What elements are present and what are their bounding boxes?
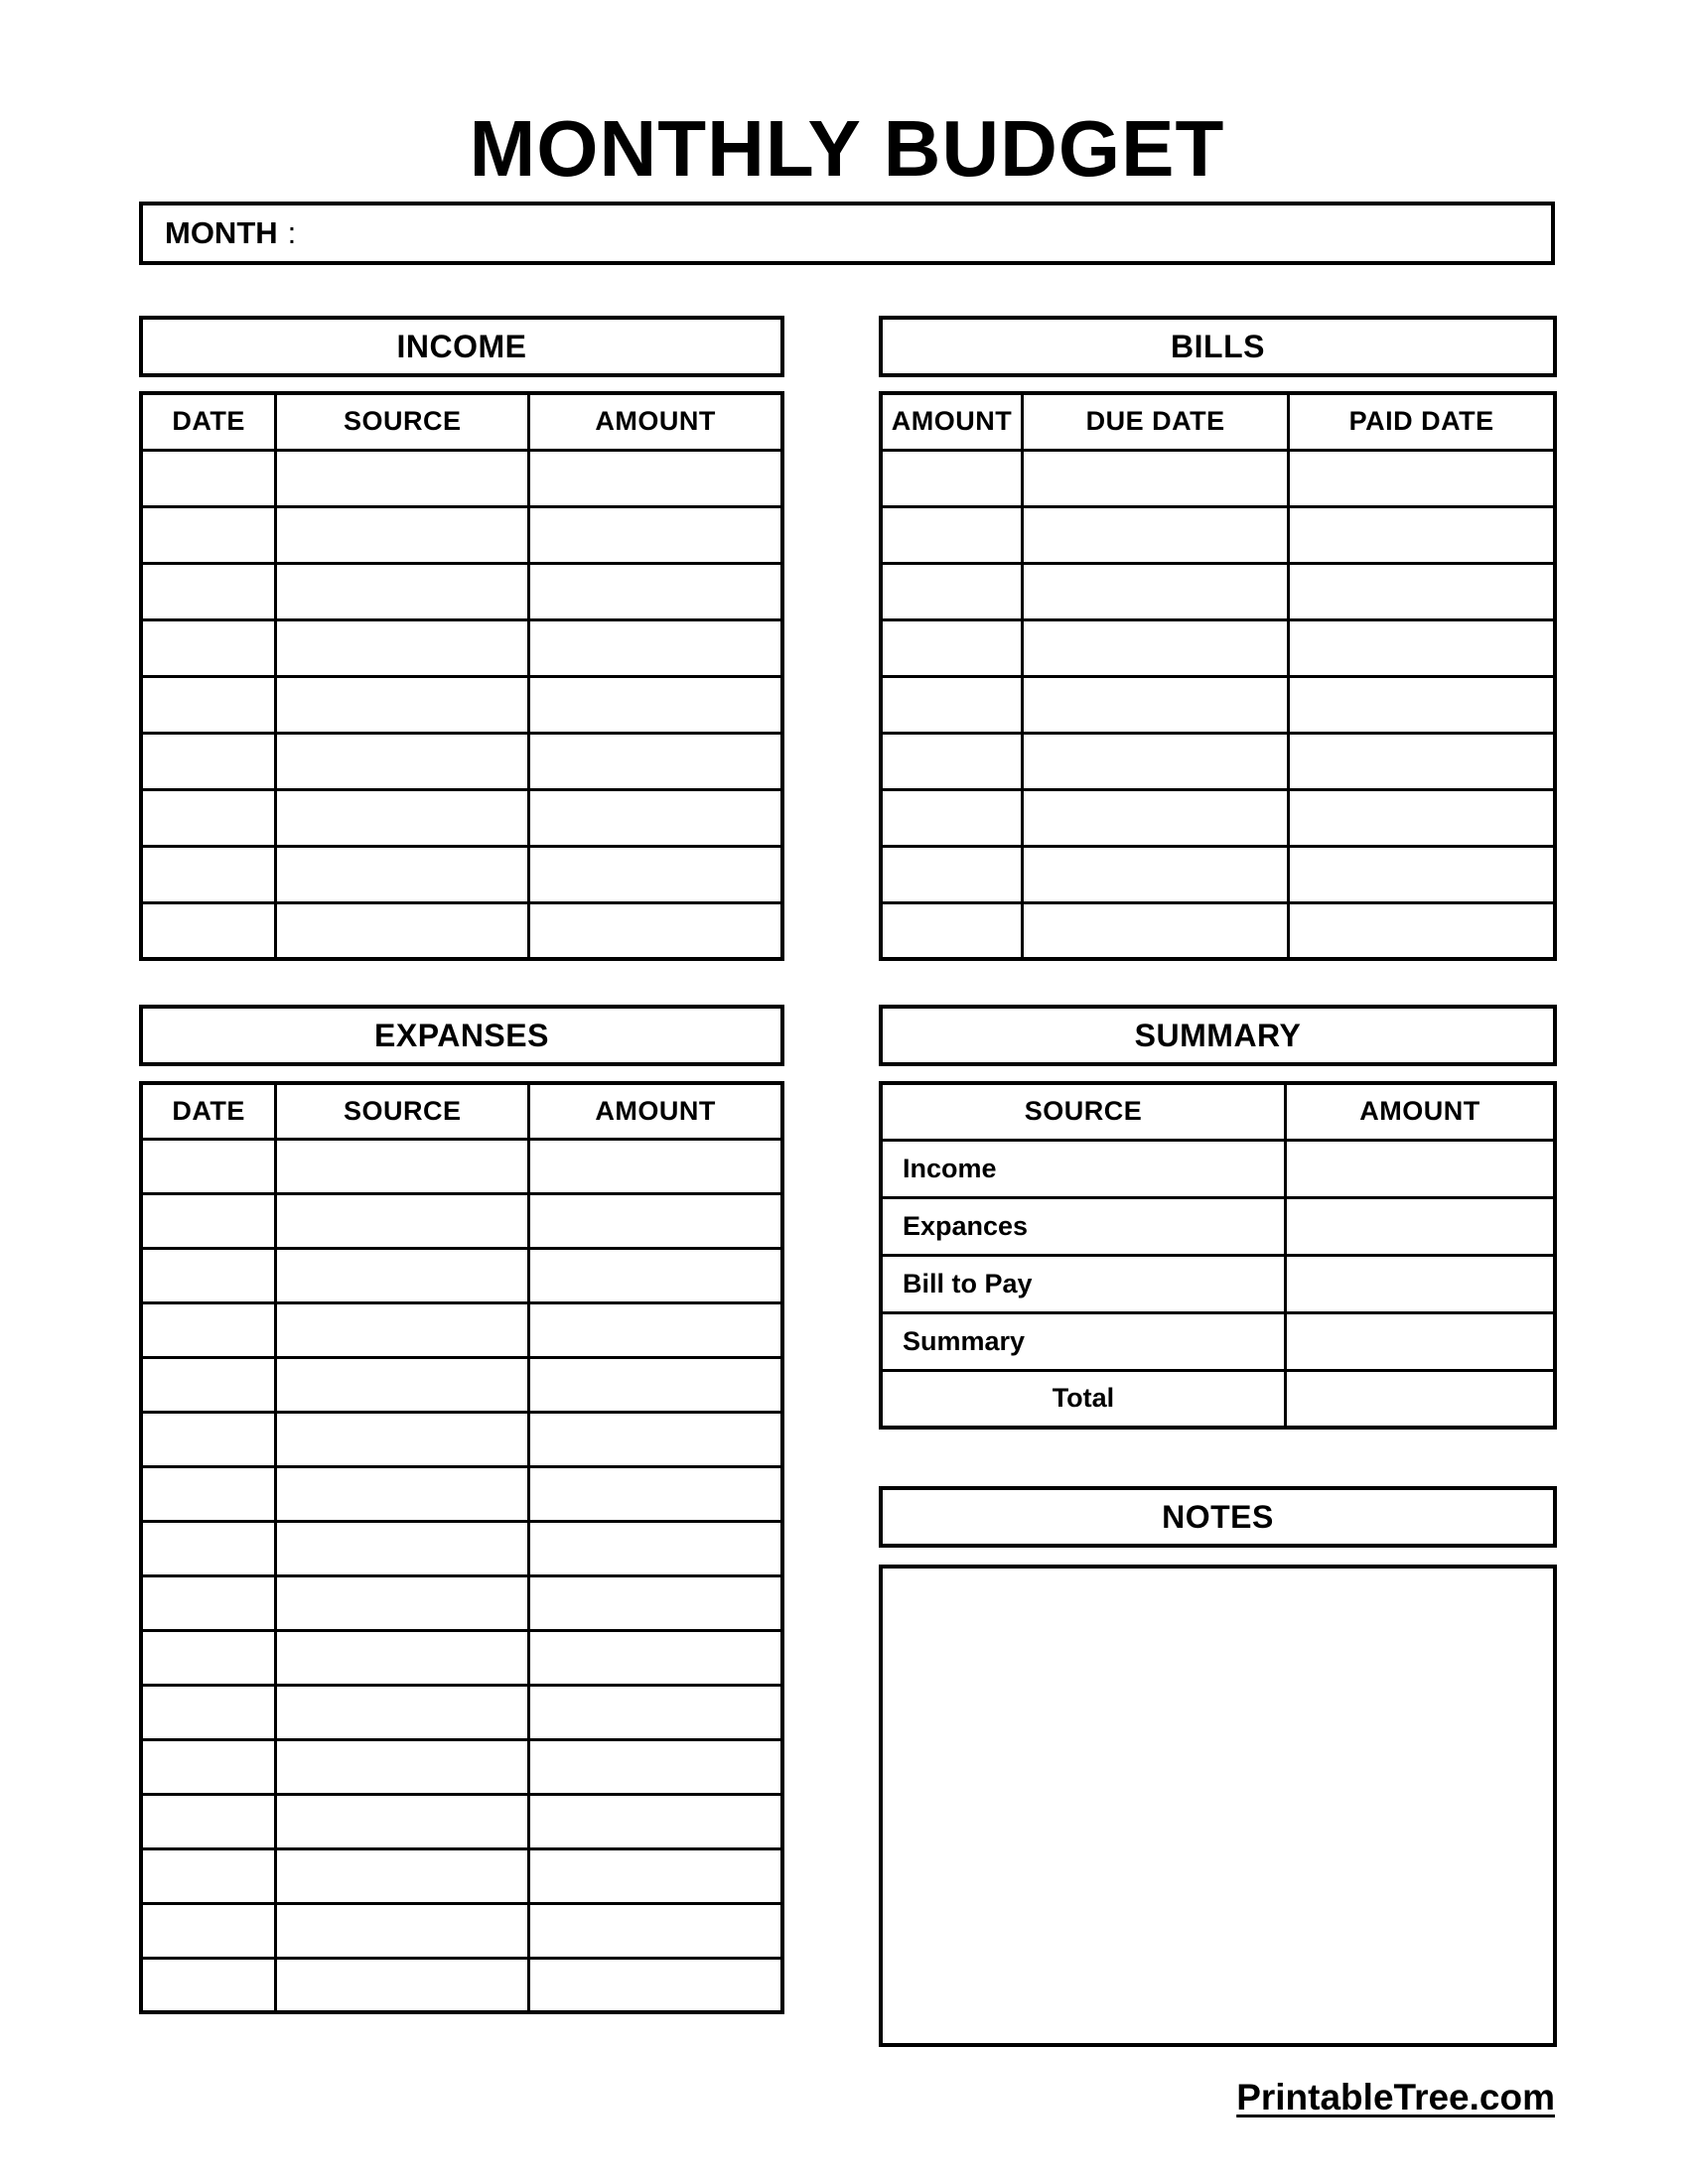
empty-cell[interactable] (141, 789, 276, 846)
income-col-amount: AMOUNT (529, 393, 782, 450)
empty-cell[interactable] (141, 1903, 276, 1958)
summary-row-total (881, 1370, 1555, 1428)
empty-cell[interactable] (276, 1848, 529, 1903)
empty-cell[interactable] (276, 1302, 529, 1357)
summary-label-bill-to-pay: Bill to Pay (881, 1255, 1285, 1312)
table-row (141, 1521, 782, 1575)
empty-cell[interactable] (276, 1248, 529, 1302)
summary-table (879, 1081, 1557, 1430)
empty-cell[interactable] (881, 506, 1023, 563)
table-row (141, 1630, 782, 1685)
empty-cell[interactable] (141, 1357, 276, 1412)
summary-amount-bill-to-pay[interactable] (1285, 1255, 1555, 1312)
empty-cell[interactable] (529, 1302, 782, 1357)
empty-cell[interactable] (529, 506, 782, 563)
empty-cell[interactable] (1023, 676, 1289, 733)
empty-cell[interactable] (529, 1412, 782, 1466)
empty-cell[interactable] (276, 1739, 529, 1794)
empty-cell[interactable] (529, 1521, 782, 1575)
table-row (141, 789, 782, 846)
summary-label-summary: Summary (881, 1312, 1285, 1370)
table-row (881, 902, 1555, 959)
month-label: MONTH (165, 215, 278, 250)
empty-cell[interactable] (276, 619, 529, 676)
summary-label-expances: Expances (881, 1197, 1285, 1255)
empty-cell[interactable] (529, 1794, 782, 1848)
table-row (141, 1302, 782, 1357)
summary-label-income: Income (881, 1140, 1285, 1197)
table-row (141, 1412, 782, 1466)
summary-amount-total[interactable] (1285, 1370, 1555, 1428)
table-row (881, 450, 1555, 506)
empty-cell[interactable] (529, 1848, 782, 1903)
table-row (881, 506, 1555, 563)
summary-row-expances (881, 1197, 1555, 1255)
empty-cell[interactable] (881, 450, 1023, 506)
table-row (141, 1794, 782, 1848)
summary-amount-summary[interactable] (1285, 1312, 1555, 1370)
table-row (141, 619, 782, 676)
empty-cell[interactable] (276, 789, 529, 846)
bills-section-title: BILLS (879, 316, 1557, 377)
bills-col-amount: AMOUNT (881, 393, 1023, 450)
empty-cell[interactable] (1289, 846, 1555, 902)
table-row (141, 1357, 782, 1412)
table-row (141, 563, 782, 619)
empty-cell[interactable] (1289, 450, 1555, 506)
bills-table (879, 391, 1557, 961)
empty-cell[interactable] (141, 1193, 276, 1248)
expanses-table (139, 1081, 784, 2014)
empty-cell[interactable] (276, 1521, 529, 1575)
empty-cell[interactable] (881, 846, 1023, 902)
table-row (141, 1958, 782, 2012)
empty-cell[interactable] (141, 1248, 276, 1302)
income-header-row (141, 393, 782, 450)
empty-cell[interactable] (141, 506, 276, 563)
summary-amount-expances[interactable] (1285, 1197, 1555, 1255)
empty-cell[interactable] (276, 1193, 529, 1248)
empty-cell[interactable] (276, 1466, 529, 1521)
summary-header-row (881, 1083, 1555, 1140)
empty-cell[interactable] (881, 619, 1023, 676)
empty-cell[interactable] (276, 1412, 529, 1466)
empty-cell[interactable] (881, 733, 1023, 789)
expanses-section-title: EXPANSES (139, 1005, 784, 1066)
bills-col-due-date: DUE DATE (1023, 393, 1289, 450)
table-row (141, 1848, 782, 1903)
empty-cell[interactable] (141, 450, 276, 506)
empty-cell[interactable] (1289, 902, 1555, 959)
empty-cell[interactable] (529, 1739, 782, 1794)
empty-cell[interactable] (276, 1958, 529, 2012)
empty-cell[interactable] (1289, 733, 1555, 789)
income-col-date: DATE (141, 393, 276, 450)
empty-cell[interactable] (141, 733, 276, 789)
summary-row-summary (881, 1312, 1555, 1370)
empty-cell[interactable] (141, 1521, 276, 1575)
empty-cell[interactable] (141, 563, 276, 619)
empty-cell[interactable] (1023, 506, 1289, 563)
summary-label-total: Total (881, 1370, 1285, 1428)
empty-cell[interactable] (141, 1302, 276, 1357)
income-table (139, 391, 784, 961)
empty-cell[interactable] (141, 1739, 276, 1794)
empty-cell[interactable] (141, 619, 276, 676)
empty-cell[interactable] (141, 1466, 276, 1521)
empty-cell[interactable] (141, 1685, 276, 1739)
empty-cell[interactable] (141, 1794, 276, 1848)
empty-cell[interactable] (276, 1685, 529, 1739)
empty-cell[interactable] (276, 846, 529, 902)
empty-cell[interactable] (529, 1193, 782, 1248)
table-row (881, 846, 1555, 902)
summary-col-amount: AMOUNT (1285, 1083, 1555, 1140)
empty-cell[interactable] (141, 846, 276, 902)
expanses-col-source: SOURCE (276, 1083, 529, 1139)
empty-cell[interactable] (881, 902, 1023, 959)
empty-cell[interactable] (529, 1466, 782, 1521)
empty-cell[interactable] (1023, 846, 1289, 902)
month-separator: : (287, 215, 297, 250)
empty-cell[interactable] (141, 676, 276, 733)
bills-header-row (881, 393, 1555, 450)
empty-cell[interactable] (881, 676, 1023, 733)
summary-col-source: SOURCE (881, 1083, 1285, 1140)
empty-cell[interactable] (1023, 733, 1289, 789)
empty-cell[interactable] (141, 1848, 276, 1903)
table-row (141, 1248, 782, 1302)
summary-row-income (881, 1140, 1555, 1197)
empty-cell[interactable] (141, 902, 276, 959)
empty-cell[interactable] (529, 1958, 782, 2012)
empty-cell[interactable] (141, 1958, 276, 2012)
empty-cell[interactable] (276, 506, 529, 563)
notes-area[interactable] (879, 1565, 1557, 2047)
empty-cell[interactable] (881, 563, 1023, 619)
empty-cell[interactable] (276, 1903, 529, 1958)
empty-cell[interactable] (141, 1139, 276, 1193)
income-section-title: INCOME (139, 316, 784, 377)
empty-cell[interactable] (1289, 789, 1555, 846)
notes-section-title: NOTES (879, 1486, 1557, 1548)
empty-cell[interactable] (529, 1357, 782, 1412)
empty-cell[interactable] (529, 789, 782, 846)
summary-amount-income[interactable] (1285, 1140, 1555, 1197)
table-row (141, 733, 782, 789)
empty-cell[interactable] (1289, 619, 1555, 676)
empty-cell[interactable] (529, 1903, 782, 1958)
empty-cell[interactable] (276, 676, 529, 733)
empty-cell[interactable] (529, 450, 782, 506)
empty-cell[interactable] (529, 733, 782, 789)
table-row (141, 1466, 782, 1521)
empty-cell[interactable] (529, 1139, 782, 1193)
table-row (141, 506, 782, 563)
table-row (141, 846, 782, 902)
table-row (881, 789, 1555, 846)
income-col-source: SOURCE (276, 393, 529, 450)
empty-cell[interactable] (1023, 902, 1289, 959)
table-row (141, 1139, 782, 1193)
empty-cell[interactable] (276, 902, 529, 959)
summary-section-title: SUMMARY (879, 1005, 1557, 1066)
empty-cell[interactable] (1023, 450, 1289, 506)
empty-cell[interactable] (276, 1794, 529, 1848)
empty-cell[interactable] (276, 563, 529, 619)
empty-cell[interactable] (276, 1575, 529, 1630)
expanses-header-row (141, 1083, 782, 1139)
page-title: MONTHLY BUDGET (469, 104, 1225, 193)
empty-cell[interactable] (1023, 789, 1289, 846)
month-value-area[interactable] (296, 205, 1551, 261)
bills-col-paid-date: PAID DATE (1289, 393, 1555, 450)
empty-cell[interactable] (529, 563, 782, 619)
empty-cell[interactable] (529, 1685, 782, 1739)
empty-cell[interactable] (529, 676, 782, 733)
empty-cell[interactable] (276, 1139, 529, 1193)
footer-site-link[interactable]: PrintableTree.com (1236, 2077, 1555, 2117)
table-row (141, 1903, 782, 1958)
empty-cell[interactable] (529, 1575, 782, 1630)
empty-cell[interactable] (529, 1630, 782, 1685)
empty-cell[interactable] (141, 1630, 276, 1685)
empty-cell[interactable] (1289, 506, 1555, 563)
empty-cell[interactable] (276, 1357, 529, 1412)
table-row (141, 450, 782, 506)
summary-row-bill-to-pay (881, 1255, 1555, 1312)
empty-cell[interactable] (529, 1248, 782, 1302)
empty-cell[interactable] (529, 846, 782, 902)
table-row (881, 563, 1555, 619)
table-row (881, 733, 1555, 789)
empty-cell[interactable] (1289, 563, 1555, 619)
empty-cell[interactable] (1023, 619, 1289, 676)
empty-cell[interactable] (529, 619, 782, 676)
table-row (141, 902, 782, 959)
empty-cell[interactable] (141, 1575, 276, 1630)
table-row (141, 1685, 782, 1739)
empty-cell[interactable] (276, 733, 529, 789)
empty-cell[interactable] (529, 902, 782, 959)
table-row (881, 676, 1555, 733)
table-row (141, 1739, 782, 1794)
table-row (141, 1193, 782, 1248)
empty-cell[interactable] (881, 789, 1023, 846)
table-row (141, 1575, 782, 1630)
table-row (881, 619, 1555, 676)
month-field (139, 202, 1555, 265)
empty-cell[interactable] (276, 1630, 529, 1685)
empty-cell[interactable] (141, 1412, 276, 1466)
empty-cell[interactable] (276, 450, 529, 506)
empty-cell[interactable] (1289, 676, 1555, 733)
expanses-col-amount: AMOUNT (529, 1083, 782, 1139)
expanses-col-date: DATE (141, 1083, 276, 1139)
empty-cell[interactable] (1023, 563, 1289, 619)
table-row (141, 676, 782, 733)
